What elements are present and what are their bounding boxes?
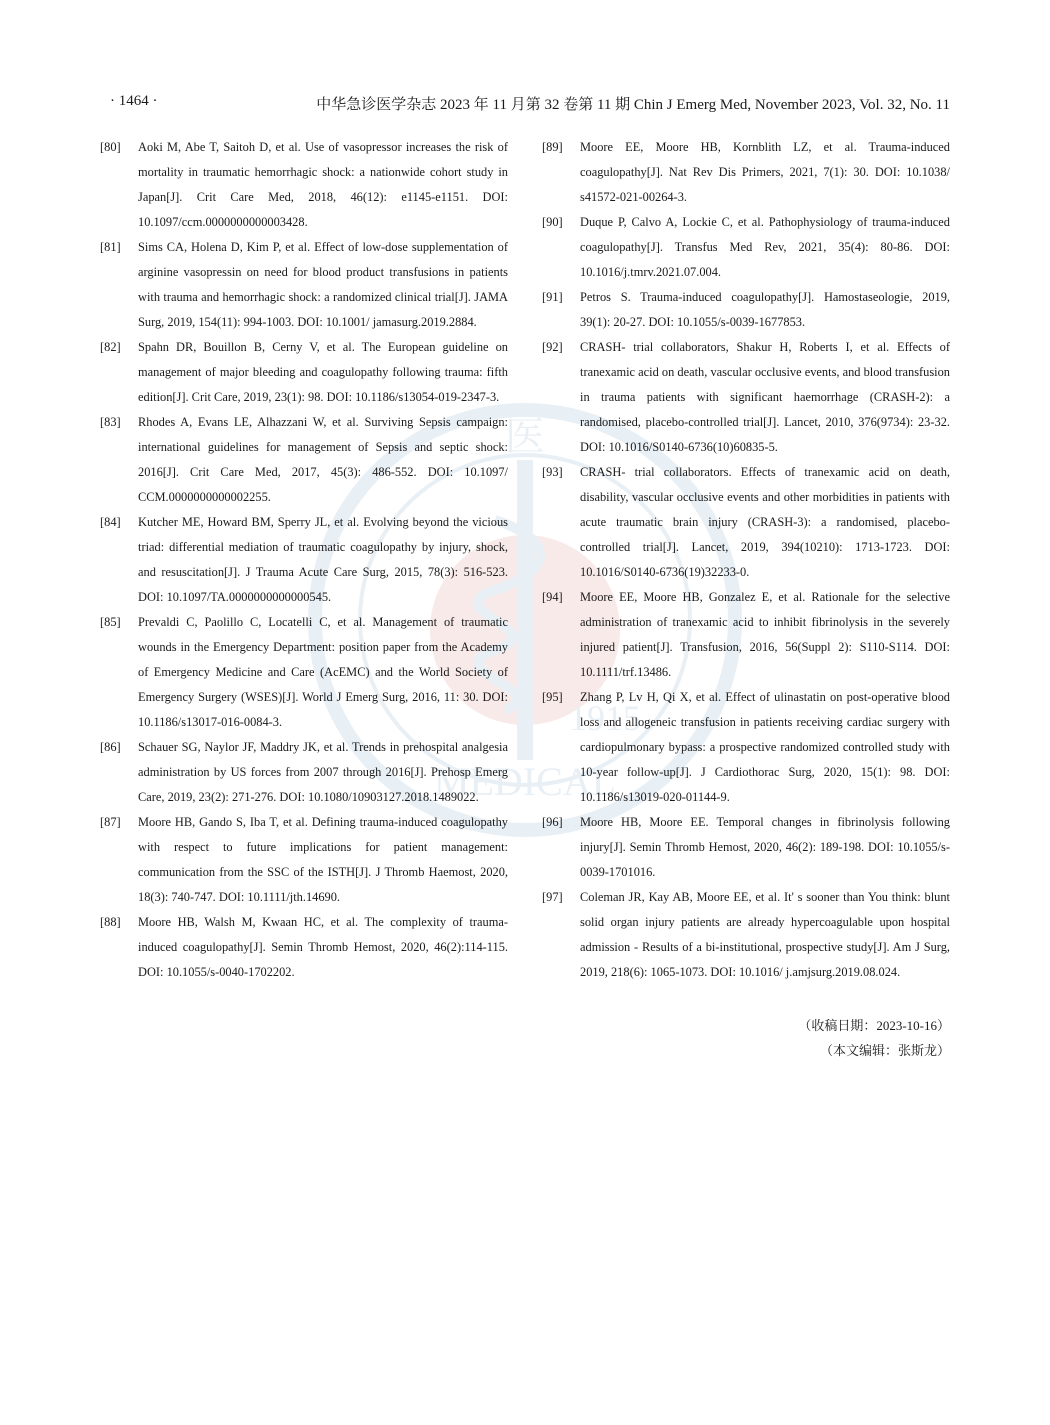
reference-item xyxy=(542,685,950,810)
editor-credit: （本文编辑：张斯龙） xyxy=(819,1043,950,1058)
reference-item xyxy=(100,910,508,985)
reference-text: Moore HB, Gando S, Iba T, et al. Defining trauma-induced coagulopathy with respect to future implications for patient management: communication from the SSC of the ISTH[J]. J Thromb Haemost, 2020, 18(3): 740-747. DOI: 10.1111/jth.14690. xyxy=(138,815,508,904)
watermark-word: MEDICAL xyxy=(433,759,617,804)
reference-item xyxy=(100,610,508,735)
reference-number: [82] xyxy=(100,340,121,354)
article-footer-notes xyxy=(798,1013,950,1063)
reference-item xyxy=(542,135,950,210)
reference-item xyxy=(542,285,950,335)
reference-item xyxy=(100,510,508,610)
reference-text: Moore HB, Walsh M, Kwaan HC, et al. The complexity of trauma-induced coagulopathy[J]. Semin Thromb Hemost, 2020, 46(2):114-115. DOI: 10.1055/s-0040-1702202. xyxy=(138,915,508,979)
reference-number: [83] xyxy=(100,415,121,429)
reference-text: Coleman JR, Kay AB, Moore EE, et al. It' s sooner than You think: blunt solid organ injury patients are already hypercoagulable upon hospital admission - Results of a bi-institutional, prospective study[J]. Am J Surg, 2019, 218(6): 1065-1073. DOI: 10.1016/ j.amjsurg.2019.08.024. xyxy=(580,890,950,979)
reference-number: [97] xyxy=(542,890,563,904)
reference-number: [95] xyxy=(542,690,563,704)
reference-number: [84] xyxy=(100,515,121,529)
reference-item xyxy=(542,885,950,985)
reference-number: [96] xyxy=(542,815,563,829)
reference-number: [91] xyxy=(542,290,563,304)
reference-item xyxy=(542,210,950,285)
reference-number: [94] xyxy=(542,590,563,604)
reference-text: Moore HB, Moore EE. Temporal changes in fibrinolysis following injury[J]. Semin Thromb Hemost, 2020, 46(2): 189-198. DOI: 10.1055/s-0039-1701016. xyxy=(580,815,950,879)
reference-number: [86] xyxy=(100,740,121,754)
page-header xyxy=(110,93,950,117)
reference-item xyxy=(542,810,950,885)
running-head: 中华急诊医学杂志 2023 年 11 月第 32 卷第 11 期 Chin J Emerg Med, November 2023, Vol. 32, No. 11 xyxy=(316,97,950,113)
received-date: （收稿日期：2023-10-16） xyxy=(798,1018,950,1033)
reference-item xyxy=(542,460,950,585)
reference-number: [93] xyxy=(542,465,563,479)
reference-number: [87] xyxy=(100,815,121,829)
reference-text: Petros S. Trauma-induced coagulopathy[J]. Hamostaseologie, 2019, 39(1): 20-27. DOI: 10.1055/s-0039-1677853. xyxy=(580,290,950,329)
reference-item xyxy=(100,335,508,410)
reference-number: [80] xyxy=(100,140,121,154)
reference-item xyxy=(100,410,508,510)
reference-text: Zhang P, Lv H, Qi X, et al. Effect of ulinastatin on post-operative blood loss and allogeneic transfusion in patients receiving cardiac surgery with cardiopulmonary bypass: a prospective randomized controlled study with 10-year follow-up[J]. J Cardiothorac Surg, 2020, 15(1): 98. DOI: 10.1186/s13019-020-01144-9. xyxy=(580,690,950,804)
reference-number: [90] xyxy=(542,215,563,229)
watermark-char: 医 xyxy=(505,414,545,459)
reference-number: [88] xyxy=(100,915,121,929)
reference-text: CRASH- trial collaborators, Shakur H, Roberts I, et al. Effects of tranexamic acid on death, vascular occlusive events, and blood transfusion in trauma patients with significant haemorrhage (CRASH-2): a randomised, placebo-controlled trial[J]. Lancet, 2010, 376(9734): 23-32. DOI: 10.1016/S0140-6736(10)60835-5. xyxy=(580,340,950,454)
reference-text: Schauer SG, Naylor JF, Maddry JK, et al. Trends in prehospital analgesia administration by US forces from 2007 through 2016[J]. Prehosp Emerg Care, 2019, 23(2): 271-276. DOI: 10.1080/10903127.2018.1489022. xyxy=(138,740,508,804)
reference-text: CRASH- trial collaborators. Effects of tranexamic acid on death, disability, vascular occlusive events and other morbidities in patients with acute traumatic brain injury (CRASH-3): a randomised, placebo-controlled trial[J]. Lancet, 2019, 394(10210): 1713-1723. DOI: 10.1016/S0140-6736(19)32233-0. xyxy=(580,465,950,579)
page-number: · 1464 · xyxy=(110,93,158,109)
reference-number: [81] xyxy=(100,240,121,254)
watermark-year: 1915 xyxy=(569,698,641,738)
reference-text: Rhodes A, Evans LE, Alhazzani W, et al. Surviving Sepsis campaign: international guidelines for management of Sepsis and septic shock: 2016[J]. Crit Care Med, 2017, 45(3): 486-552. DOI: 10.1097/ CCM.0000000000002255. xyxy=(138,415,508,504)
reference-text: Aoki M, Abe T, Saitoh D, et al. Use of vasopressor increases the risk of mortality in traumatic hemorrhagic shock: a nationwide cohort study in Japan[J]. Crit Care Med, 2018, 46(12): e1145-e1151. DOI: 10.1097/ccm.0000000000003428. xyxy=(138,140,508,229)
reference-text: Moore EE, Moore HB, Kornblith LZ, et al. Trauma-induced coagulopathy[J]. Nat Rev Dis Primers, 2021, 7(1): 30. DOI: 10.1038/ s41572-021-00264-3. xyxy=(580,140,950,204)
reference-text: Duque P, Calvo A, Lockie C, et al. Pathophysiology of trauma-induced coagulopathy[J]. Transfus Med Rev, 2021, 35(4): 80-86. DOI: 10.1016/j.tmrv.2021.07.004. xyxy=(580,215,950,279)
reference-text: Prevaldi C, Paolillo C, Locatelli C, et al. Management of traumatic wounds in the Emergency Department: position paper from the Academy of Emergency Medicine and Care (AcEMC) and the World Society of Emergency Surgery (WSES)[J]. World J Emerg Surg, 2016, 11: 30. DOI: 10.1186/s13017-016-0084-3. xyxy=(138,615,508,729)
reference-text: Kutcher ME, Howard BM, Sperry JL, et al. Evolving beyond the vicious triad: differential mediation of traumatic coagulopathy by injury, shock, and resuscitation[J]. J Trauma Acute Care Surg, 2015, 78(3): 516-523. DOI: 10.1097/TA.0000000000000545. xyxy=(138,515,508,604)
reference-number: [85] xyxy=(100,615,121,629)
reference-text: Moore EE, Moore HB, Gonzalez E, et al. Rationale for the selective administration of tranexamic acid to inhibit fibrinolysis in the severely injured patient[J]. Transfusion, 2016, 56(Suppl 2): S110-S114. DOI: 10.1111/trf.13486. xyxy=(580,590,950,679)
reference-number: [89] xyxy=(542,140,563,154)
reference-item xyxy=(100,235,508,335)
references-left-column xyxy=(100,135,508,985)
reference-item xyxy=(100,135,508,235)
reference-number: [92] xyxy=(542,340,563,354)
reference-item xyxy=(542,585,950,685)
reference-item xyxy=(542,335,950,460)
reference-item xyxy=(100,735,508,810)
reference-item xyxy=(100,810,508,910)
references-right-column xyxy=(542,135,950,985)
reference-text: Sims CA, Holena D, Kim P, et al. Effect of low-dose supplementation of arginine vasopressin on need for blood product transfusions in patients with trauma and hemorrhagic shock: a randomized clinical trial[J]. JAMA Surg, 2019, 154(11): 994-1003. DOI: 10.1001/ jamasurg.2019.2884. xyxy=(138,240,508,329)
reference-text: Spahn DR, Bouillon B, Cerny V, et al. The European guideline on management of major bleeding and coagulopathy following trauma: fifth edition[J]. Crit Care, 2019, 23(1): 98. DOI: 10.1186/s13054-019-2347-3. xyxy=(138,340,508,404)
